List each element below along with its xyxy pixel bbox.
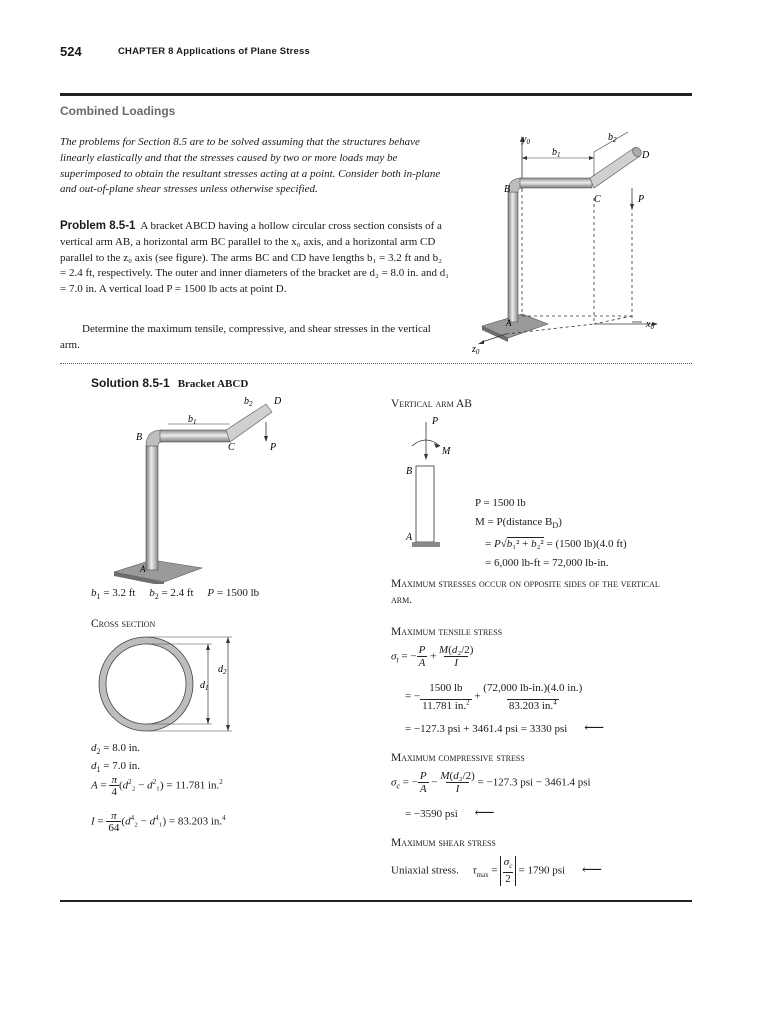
vertical-arm-figure xyxy=(398,412,478,552)
tensile-heading: Maximum tensile stress xyxy=(391,626,503,638)
shear-formula: Uniaxial stress. $\tau_{max} = \sigma_c$ 2 = 1790 psi ⟵ xyxy=(391,856,602,886)
load-p-label: P xyxy=(638,194,645,205)
cross-section-values: $d_2 = 8.0$ in. $d_1 = 7.0$ in. xyxy=(91,742,141,775)
svg-text:B: B xyxy=(136,432,143,443)
bottom-rule xyxy=(60,900,692,902)
problem-label: Problem 8.5-1 xyxy=(60,220,136,232)
point-c-label: C xyxy=(594,194,601,205)
solution-bracket-figure xyxy=(108,392,308,584)
problem-question: Determine the maximum tensile, compressive, and shear stresses in the vertical arm. xyxy=(60,323,431,351)
svg-text:C: C xyxy=(228,442,235,453)
problem-text: A bracket ABCD having a hollow circular cross section consists of a vertical arm AB, a horizontal arm BC parallel to the x₀ axis, and a horizontal arm CD parallel to the z₀ axis (see figure). The arms BC and CD have lengths b₁ = 3.2 ft and b₂ = 2.4 ft, respectively. The outer and inner diameters of the bracket are d₂ = 8.0 in. and d₁ = 7.0 in. A vertical load P = 1500 lb acts at point D. xyxy=(60,220,450,296)
y0-label: $y_0$ xyxy=(522,134,530,146)
svg-text:A: A xyxy=(406,532,413,543)
tensile-result: = −127.3 psi + 3461.4 psi = 3330 psi ⟵ xyxy=(405,721,605,736)
point-d-label: D xyxy=(642,150,650,161)
b2-label: $b_2$ xyxy=(608,132,617,144)
svg-text:M: M xyxy=(442,446,451,457)
vertical-arm xyxy=(508,192,518,322)
x0-label: $x_0$ xyxy=(646,319,654,331)
horizontal-arm-cd xyxy=(590,148,640,188)
b1-label: $b_1$ xyxy=(552,147,561,159)
svg-text:A: A xyxy=(140,564,146,574)
compressive-result: = −3590 psi ⟵ xyxy=(405,806,495,821)
inertia-formula: $I = \frac{\pi}{64}(d^4_2 - d^4_1) = 83.203$ in.$^4$ xyxy=(91,810,226,834)
problem-statement xyxy=(60,219,450,298)
svg-text:b1: $b_1$ xyxy=(188,414,197,426)
cross-section-heading: Cross section xyxy=(91,618,156,630)
top-rule xyxy=(60,93,692,96)
problem-figure xyxy=(470,128,692,360)
tensile-formula: $\sigma_t = -\frac{P}{A} + M(d_2/2)$ I xyxy=(391,644,474,669)
compressive-formula: $\sigma_c = -\frac{P}{A} - M(d_2/2)$ I = −127.3 psi − 3461.4 psi xyxy=(391,770,591,795)
shear-heading: Maximum shear stress xyxy=(391,837,496,849)
chapter-title: CHAPTER 8 Applications of Plane Stress xyxy=(118,46,311,57)
svg-text:B: B xyxy=(406,466,413,477)
svg-text:P: P xyxy=(270,442,277,453)
vertical-arm-heading: Vertical arm AB xyxy=(391,398,472,410)
svg-text:P: P xyxy=(432,416,439,427)
dotted-separator xyxy=(60,363,692,364)
compressive-heading: Maximum compressive stress xyxy=(391,752,525,764)
solution-heading xyxy=(91,376,248,390)
point-a-label: A xyxy=(506,318,512,328)
intro-paragraph: The problems for Section 8.5 are to be solved assuming that the structures behave linearly elastically and that the stresses caused by two or more loads may be superimposed to obtain the resultant stresses acting at a point. Consider both in-plane and out-of-plane shear stresses unless otherwise specified. xyxy=(60,136,441,196)
cross-section-figure xyxy=(88,632,238,736)
point-b-label: B xyxy=(504,184,511,195)
section-title: Combined Loadings xyxy=(60,104,176,118)
solution-label: Solution 8.5-1 xyxy=(91,376,170,390)
max-stresses-note: Maximum stresses occur on opposite sides of the vertical arm. xyxy=(391,578,660,606)
moment-calc: P = 1500 lb M = P(distance $B_D$) = P√b₁² + b₂² = (1500 lb)(4.0 ft) = 6,000 lb-ft = 72,000 lb-in. xyxy=(475,497,627,570)
area-formula: $A = \frac{\pi}{4}(d^2_2 - d^2_1) = 11.781$ in.$^2$ xyxy=(91,774,223,798)
svg-text:D: D xyxy=(274,396,282,407)
d1-label: $d_1$ xyxy=(200,680,209,692)
tensile-numeric: = $-\frac{1500 lb}{11.781 in.^2} + \frac{(72,000 lb-in.)(4.0 in.)}{83.203 in.^4}$ xyxy=(405,682,583,712)
solution-title: Bracket ABCD xyxy=(177,378,249,390)
horizontal-arm-bc xyxy=(520,178,592,188)
page-number: 524 xyxy=(60,44,82,59)
given-values: $b_1 = 3.2$ ft $b_2 = 2.4$ ft P = 1500 lb xyxy=(91,587,260,602)
d2-label: $d_2$ xyxy=(218,664,227,676)
svg-text:b2: $b_2$ xyxy=(244,396,253,408)
z0-label: $z_0$ xyxy=(472,344,480,356)
